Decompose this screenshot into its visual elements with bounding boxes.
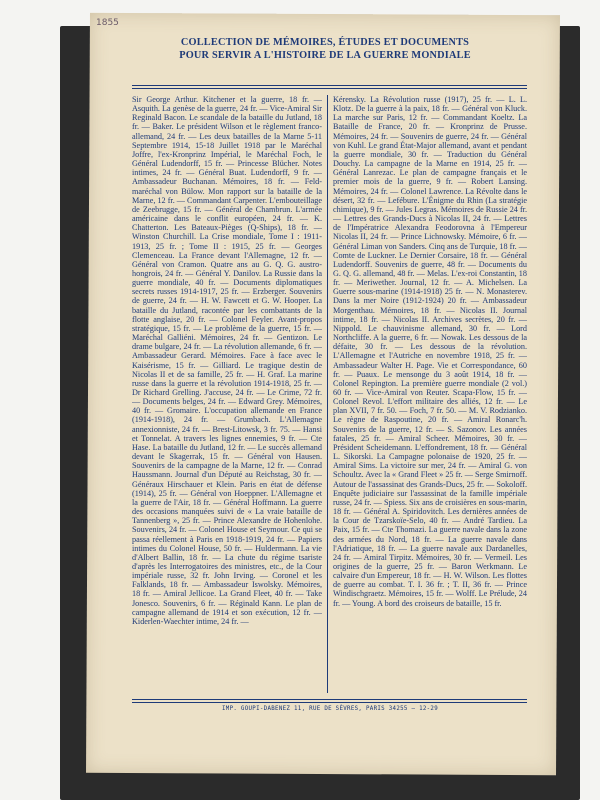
collection-title-line-2: POUR SERVIR A L'HISTOIRE DE LA GUERRE MONDIALE bbox=[179, 50, 471, 61]
bottom-rule bbox=[132, 699, 527, 700]
catalog-column-left bbox=[132, 95, 322, 695]
top-rule bbox=[132, 85, 527, 86]
catalog-text-right: Kérensky. La Révolution russe (1917), 25 fr. — L. L. Klotz. De la guerre à la paix, 18 fr. — Général von Kluck. La marche sur Paris, 12 fr. — Commandant Koeltz. La Bataille de France, 20 fr. — Kronprinz de Prusse. Mémoires, 24 fr. — Souvenirs de guerre, 24 fr. — Général von Kuhl. Le grand État-Major allemand, avant et pendant la guerre mondiale, 30 fr. — Traduction du Général Douchy. La campagne de la Marne en 1914, 25 fr. — Général Lanrezac. Le plan de campagne français et le premier mois de la guerre, 9 fr. — Robert Lansing. Mémoires, 24 fr. — Colonel Lawrence. La Révolte dans le désert, 32 fr. — Lefébure. L'Énigme du Rhin (La stratégie chimique), 9 fr. — Jules Legras. Mémoires de Russie 24 fr. — Lettres des Grands-Ducs à Nicolas II, 24 fr. — Lettres de l'Impératrice Alexandra Feodorovna à l'Empereur Nicolas II, 24 fr. — Prince Lichnowsky. Mémoire, 6 fr. — Général Liman von Sanders. Cinq ans de Turquie, 18 fr. — Comte de Luckner. Le Dernier Corsaire, 18 fr. — Général Ludendorff. Souvenirs de guerre, 48 fr. — Documents du G. Q. G. allemand, 48 fr. — Melas. L'ex-roi Constantin, 18 fr. — Meriwether. Journal, 12 fr. — A. Michelsen. La Guerre sous-marine (1914-1918) 25 fr. — N. Monasterev. Dans la mer Noire (1912-1924) 20 fr. — Ambassadeur Morgenthau. Mémoires, 18 fr. — Nicolas II. Journal intime, 18 fr. — Nicolas II. Archives secrètes, 20 fr. — Nippold. Le chauvinisme allemand, 30 fr. — Lord Northcliffe. A la guerre, 6 fr. — Nowak. Les dessous de la défaite, 30 fr. — Les dessous de la révolution. L'Allemagne et l'Autriche en novembre 1918, 25 fr. — Ambassadeur Walter H. Page. Vie et Correspondance, 60 fr. — Puaux. Le mensonge du 3 août 1914, 18 fr. — Colonel Repington. La première guerre mondiale (2 vol.) 60 fr. — Vice-Amiral von Reuter. Scapa-Flow, 15 fr. — Colonel Revol. L'effort militaire des alliés, 12 fr. — Le plan XVII, 7 fr. 50. — Foch, 7 fr. 50. — M. V. Rodzianko. Le règne de Raspoutine, 20 fr. — Amiral Ronarc'h. Souvenirs de la guerre, 12 fr. — S. Sazonov. Les années fatales, 25 fr. — Amiral Scheer. Mémoires, 30 fr. — Président Scheidemann. L'effondrement, 18 fr. — Général L. Sikorski. La Campagne polonaise de 1920, 25 fr. — Amiral Sims. La victoire sur mer, 24 fr. — Amiral G. von Schoultz. Avec la « Grand Fleet » 25 fr. — Serge Smirnoff. Autour de l'assassinat des Grands-Ducs, 25 fr. — Sokoloff. Enquête judiciaire sur l'assassinat de la famille impériale russe, 24 fr. — Spiess. Six ans de croisières en sous-marin, 18 fr. — Général A. Spiridovitch. Les dernières années de la Cour de Tzarskoïe-Selo, 40 fr. — André Tardieu. La Paix, 15 fr. — Cte Thomazi. La guerre navale dans la zone des armées du Nord, 18 fr. — La guerre navale dans l'Adriatique, 18 fr. — La guerre navale aux Dardanelles, 24 fr. — Amiral Tirpitz. Mémoires, 30 fr. — Vermeil. Les origines de la guerre, 25 fr. — Baron Werkmann. Le calvaire d'un Empereur, 18 fr. — H. W. Wilson. Les flottes de guerre au combat. T. I. 36 fr. ; T. II, 36 fr. — Prince Windischgraetz. Mémoires, 15 fr. — Wolff. Le Prélude, 24 fr. — Young. A bord des croiseurs de bataille, 15 fr. bbox=[333, 95, 527, 608]
catalog-column-right bbox=[333, 95, 527, 695]
printer-imprint: IMP. GOUPI-DABENEZ 11, RUE DE SÈVRES, PARIS 34255 — 12-29 bbox=[221, 706, 439, 712]
column-divider bbox=[327, 95, 328, 693]
top-rule-double bbox=[132, 88, 527, 89]
collection-title-line-1: COLLECTION DE MÉMOIRES, ÉTUDES ET DOCUMENTS bbox=[180, 37, 470, 48]
catalog-text-left: Sir George Arthur. Kitchener et la guerre, 18 fr. — Asquith. La genèse de la guerre, 24 fr. — Vice-Amiral Sir Reginald Bacon. Le scandale de la bataille du Jutland, 18 fr. — Baker. Le président Wilson et le règlement franco-allemand, 24 fr. — Les deux batailles de la Marne 5-11 Septembre 1914, 15-18 Juillet 1918 par le Maréchal Joffre, l'ex-Kronprinz Impérial, le Maréchal Foch, le Général Ludendorff, 15 fr. — Princesse Blücher. Notes intimes, 24 fr. — Général Buat. Ludendorff, 9 fr. — Ambassadeur Buchanan. Mémoires, 18 fr. — Feld-maréchal von Bülow. Mon rapport sur la bataille de la Marne, 12 fr. — Commandant Carpenter. L'embouteillage de Zeebrugge, 15 fr. — Général de Chambrun. L'armée américaine dans le conflit européen, 24 fr. — K. Chatterton. Les Bateaux-Pièges (Q-Ships), 18 fr. — Winston Churchill. La Crise mondiale, Tome I : 1911-1913, 25 fr. ; Tome II : 1915, 25 fr. — Georges Clemenceau. La France devant l'Allemagne, 12 fr. — Général von Cramon. Quatre ans au G. Q. G. austro-hongrois, 24 fr. — Général Y. Danilov. La Russie dans la guerre mondiale, 40 fr. — Documents diplomatiques secrets russes 1914-1917, 25 fr. — Erzberger. Souvenirs de guerre, 24 fr. — H. W. Fawcett et G. W. Hooper. La bataille du Jutland, racontée par les combattants de la flotte anglaise, 20 fr. — Colonel Feyler. Avant-propos stratégique, 15 fr. — Le problème de la guerre, 15 fr. — Maréchal Galliéni. Mémoires, 24 fr. — Gentizon. Le drame bulgare, 24 fr. — La révolution allemande, 6 fr. — Ambassadeur Gerard. Mémoires. Face à face avec le Kaisérisme, 15 fr. — Gilliard. Le tragique destin de Nicolas II et de sa famille, 25 fr. — H. Graf. La marine russe dans la guerre et la révolution 1914-1918, 25 fr. — Dr Richard Grelling. J'accuse, 24 fr. — Le Crime, 72 fr. — Documents belges, 24 fr. — Edward Grey. Mémoires, 40 fr. — Gromaire. L'occupation allemande en France (1914-1918), 24 fr. — Grumbach. L'Allemagne annexionniste, 24 fr. — Brest-Litowsk, 3 fr. 75. — Hansi et Tonnelat. A travers les lignes ennemies, 9 fr. — Cte Hase. La bataille du Jutland, 12 fr. — Le succès allemand devant le Skagerrak, 15 fr. — Général von Hausen. Souvenirs de la campagne de la Marne, 12 fr. — Conrad Haussmann. Journal d'un Député au Reichstag, 30 fr. — Généraux Hirschauer et Klein. Paris en état de défense (1914), 25 fr. — Général von Hoeppner. L'Allemagne et la guerre de l'Air, 18 fr. — Général Hoffmann. La guerre des occasions manquées suivi de « La vraie bataille de Tannenberg », 25 fr. — Prince Alexandre de Hohenlohe. Souvenirs, 24 fr. — Colonel House et Seymour. Ce qui se passa réellement à Paris en 1918-1919, 24 fr. — Papiers intimes du Colonel House, 50 fr. — Huldermann. La vie d'Albert Ballin, 18 fr. — La chute du régime tsariste d'après les Interrogatoires des ministres, etc., de la Cour impériale russe, 32 fr. John Irving. — Coronel et les Falklands, 18 fr. — Ambassadeur Iswolsky. Mémoires, 18 fr. — Amiral Jellicoe. La Grand Fleet, 40 fr. — Take Jonesco. Souvenirs, 6 fr. — Réginald Kann. Le plan de campagne allemand de 1914 et son exécution, 12 fr. — Kiderlen-Waechter intime, 24 fr. — bbox=[132, 95, 322, 626]
handwritten-note: 1855 bbox=[96, 18, 119, 28]
bottom-rule-double bbox=[132, 702, 527, 703]
collection-title bbox=[105, 36, 545, 62]
